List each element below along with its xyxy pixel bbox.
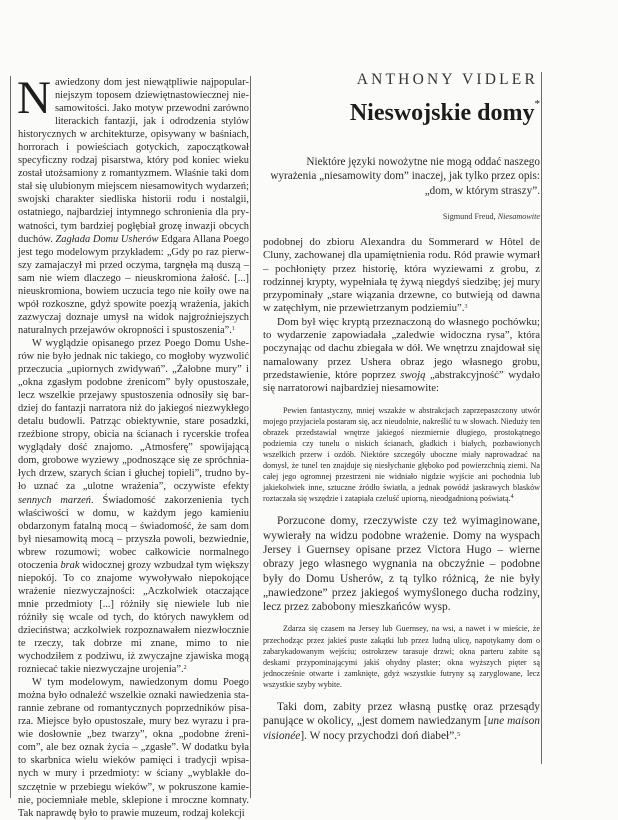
paragraph-5: Porzucone domy, rzeczywiste czy też wyimaginowane, wywierały na widzu podobne wrażenie. Domy na wyspach Jersey i Guernsey opisane przez Victora Hugo – wierne obrazy jego własnego wygnania na obczyźnie – podobne były do Domu Usherów, z tą tylko różnicą, że nie były „nawiedzone” przez jakiegoś wymyślonego ducha rodziny, lecz przez zabobony mieszkańców wysp. [263,515,540,614]
paragraph-4: Dom był więc kryptą przeznaczoną do własnego pochówku; to wydarzenie zapowiadała „zaledwie widoczna rysa”, która poczynając od dachu zbiegała w dół. We wnętrzu znajdował się namalowany przez Ushera obraz jego własnego grobu, przedstawienie, które poprzez swoją „abstrakcyjność” wydało się narratorowi najbardziej niesamowite: [263,315,540,395]
title-footnote-mark: * [534,98,540,110]
left-margin-rule [10,76,11,798]
left-text-column [17,72,249,820]
column-divider-rule [250,76,251,798]
paragraph-6-wrap [263,700,540,743]
author-name: ANTHONY VIDLER [356,71,538,88]
paragraph-continued: podobnej do zbioru Alexandra du Sommerard w Hôtel de Cluny, zachowanej dla upamiętnienia rodu. Ród prawie wymarł – pochłonięty przez historię, która wyziewami z grobu, z rodzinnej krypty, wypełniała tę żywą niegdyś siedzibę; jej mury przypominały „stare wiązania drzewne, co butwieją od dawna w zatęchłym, nie przewietrzanym podziemiu”.$^3$ [263,236,540,315]
paragraph-2: W wyglądzie opisanego przez Poego Domu Usherów nie było jednak nic takiego, co mogłoby wyzwolić przeczucia „upiornych zwidywań”. „Żałobne mury” i „okna zgasłym podobne źrenicom” były opustoszałe, lecz wszelkie przejawy spustoszenia odnosiły się bardziej do fantazji narratora niż do jakiegoś niezwykłego detalu budowli. Patrząc obiektywnie, stare posadzki, rzeźbione stropy, obicia na ścianach i rycerskie trofea wyglądały dość znajomo. „Atmosferę” spowijającą dom, grobowe wyziewy „podnoszące się ze spróchniałych drzew, szarych ścian i głuchej topieli”, trudno było uznać za „ulotne wrażenia”, oczywiste efekty sennych marzeń. Świadomość zakorzenienia tych właściwości w domu, w każdym jego kamieniu obdarzonym fatalną mocą – świadomość, że sam dom był niesamowitą mocą – przyszła powoli, bezwiednie, wbrew rozumowi; wobec całkowicie normalnego otoczenia brak widocznej grozy wzbudzał tym większy niepokój. To co znajome wywoływało niepokojące wrażenie niezwyczajności: „Aczkolwiek otaczające mnie przedmioty [...] różniły się niewiele lub nie różniły się wcale od tych, do których nawykłem od dzieciństwa; aczkolwiek rozpoznawałem niezwłocznie te rzeczy, tak dobrze mi znane, mimo to nie wychodziłem z podziwu, iż zwyczajne zjawiska mogą rozniecać takie niezwyczajne urojenia”.$^2$ [18,337,249,676]
footnote-ref-3: 3 [464,304,468,311]
epigraph-source: Sigmund Freud, Niesamowite [442,212,540,221]
paragraph-3: W tym modelowym, nawiedzonym domu Poego można było odnaleźć wszelkie oznaki nawiedzenia starannie zebrane od romantycznych poprzedników pisarza. Miejsce było opustoszałe, mury bez wyrazu i prawie dosłownie „bez twarzy”, okna „podobne źrenicom”, ale bez oznak życia – „zgasłe”. W dodatku była to skarbnica wielu wieków pamięci i tradycji wpisanych w mury i przedmioty: w ściany „wyblakłe doszczętnie w przebiegu wieków”, w pokruszone kamienie, pociemniałe meble, sklepione i mroczne komnaty. Tak naprawdę było to prawie muzeum, rodzaj kolekcji [18,677,249,819]
paragraph-1: Nawiedzony dom jest niewątpliwie najpopularniejszym toposem dziewiętnastowiecznej niesamowitości. Jako motyw przewodni zarówno literackich fantazji, jak i odrodzenia stylów historycznych w architekturze, opisywany w baśniach, horrorach i powieściach gotyckich, zapoczątkował specyficzny rodzaj pisarstwa, który pod koniec wieku został utożsamiony z romantyzmem. Właśnie taki dom stał się ulubionym miejscem niesamowitych wydarzeń; swojski charakter siedliska historii rodu i nostalgii, ostatniego, najbardziej intymnego schronienia dla prywatności, tym bardziej pogłębiał grozę inwazji obcych duchów. Zagłada Domu Usherów Edgara Allana Poego jest tego modelowym przykładem: „Gdy po raz pierwszy zamajaczył mi przed oczyma, targnęła mą duszą – sam nie wiem dlaczego – nieuskromiona żałość. [...] nieuskromiona, bowiem uczucia tego nie koiły owe na wpół rozkoszne, gdyż spowite poezją wrażenia, jakich zazwyczaj doznaje umysł na widok najgroźniejszych naturalnych przejawów okropności i spustoszenia”.$^1$ [17,72,249,336]
block-quote-1: Pewien fantastyczny, mniej wszakże w abstrakcjach zaprzepaszczony utwór mojego przyjaciela postaram się, acz nieudolnie, nakreślić tu w słowach. Nieduży ten obrazek przedstawiał wnętrze jakiegoś niezmiernie długiego, prostokątnego podziemia czy tunelu o niskich ścianach, gładkich i białych, pozbawionych wszelkich przerw i ozdób. Niektóre szczegóły uboczne miały naprowadzać na domysł, że tunel ten znajduje się niesłychanie głęboko pod powierzchnią ziemi. Na całej jego ogromnej przestrzeni nie widniało nigdzie wyjście ani pochodnia lub jakiekolwiek inne, sztuczne źródło światła, a jednak powódź jaskrawych blasków roztaczała się wszędzie i zatapiała czeluść upiorną, nieodgadnioną poświatą.$^4$ [263,405,540,504]
right-margin-rule [541,72,542,764]
footnote-ref-1: 1 [231,325,235,332]
article-title: Nieswojskie domy* [349,98,540,126]
right-text-column [263,236,540,743]
footnote-ref-4: 4 [510,494,514,501]
paragraph-6: Taki dom, zabity przez własną pustkę oraz przesądy panujące w okolicy, „jest domem nawiedzanym [une maison visionée]. W nocy przychodzi doń diabeł”.$^5$ [263,701,540,742]
block-quote-2: Zdarza się czasem na Jersey lub Guernsey, na wsi, a nawet i w mieście, że przechodząc przez jakieś puste zakątki lub przez ludną ulicę, napotykamy dom o zabarykadowanym wejściu; ostrokrzew tarasuje drzwi; okna parteru zabite są deskami przypominającymi jakiś ohydny plaster; okna wyższych pięter są jednocześnie otwarte i zamknięte, gdyż wszystkie futryny są zaryglowane, lecz wszystkie szyby wybite. [263,624,540,689]
footnote-ref-2: 2 [183,665,187,672]
paragraph-5-wrap [263,514,540,614]
epigraph: Niektóre języki nowożytne nie mogą oddać naszego wyrażenia „niesamowity dom” inaczej, jak tylko przez opis: „dom, w którym straszy”. [270,156,540,197]
footnote-ref-5: 5 [457,731,461,738]
drop-cap: N [17,72,51,124]
